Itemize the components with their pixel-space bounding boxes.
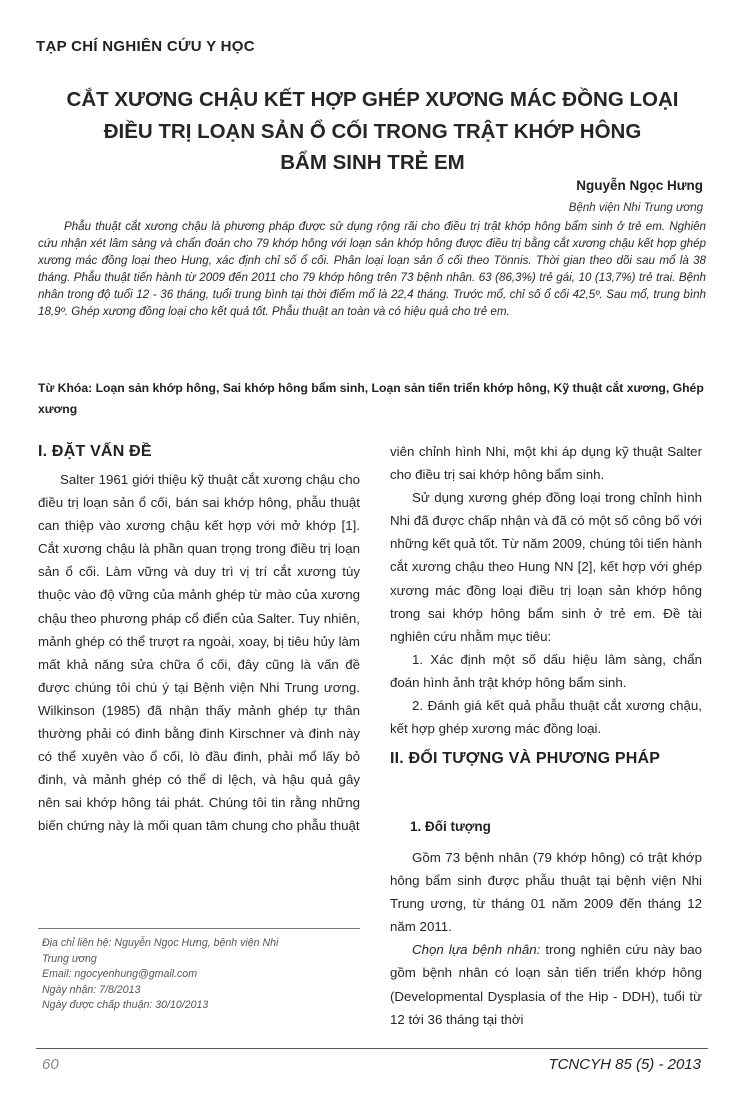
- footnote-divider: [38, 928, 360, 929]
- title-line: ĐIỀU TRỊ LOẠN SẢN Ổ CỐI TRONG TRẬT KHỚP HÔNG: [103, 119, 642, 143]
- footer-divider: [36, 1048, 708, 1049]
- body-paragraph: 2. Đánh giá kết quả phẫu thuật cắt xương chậu, kết hợp ghép xương mác đồng loại.: [390, 698, 702, 737]
- footnote-accepted: Ngày được chấp thuận: 30/10/2013: [42, 999, 209, 1012]
- right-column-continued: [390, 846, 702, 1031]
- paragraph-text: trong nghiên cứu này bao gồm bệnh nhân có loạn sản tiến triển khớp hông (Developmental Dysplasia of the Hip - DDH), tuổi từ 12 tới 36 tháng tại thời: [390, 942, 702, 1027]
- page-number: 60: [42, 1056, 59, 1073]
- title-line: CẮT XƯƠNG CHẬU KẾT HỢP GHÉP XƯƠNG MÁC ĐỒNG LOẠI: [66, 88, 679, 111]
- body-paragraph: Gồm 73 bệnh nhân (79 khớp hông) có trật khớp hông bẩm sinh được phẫu thuật tại bệnh viện Nhi Trung ương, từ tháng 01 năm 2009 đến tháng 12 năm 2011.: [390, 850, 702, 935]
- footnote-line: Trung ương: [42, 952, 97, 965]
- correspondence-footnote: [42, 936, 360, 1014]
- body-paragraph: Sử dụng xương ghép đồng loại trong chỉnh hình Nhi đã được chấp nhận và đã có một số công bố với những kết quả tốt. Từ năm 2009, chúng tôi tiến hành cắt xương chậu theo Hung NN [2], kết hợp với ghép xương mác đồng loại điều trị loạn sản khớp hông trong sai khớp hông bẩm sinh ở trẻ em. Đề tài nghiên cứu nhằm mục tiêu:: [390, 490, 702, 644]
- author-name: Nguyễn Ngọc Hưng: [576, 178, 703, 193]
- journal-name: TẠP CHÍ NGHIÊN CỨU Y HỌC: [36, 38, 255, 55]
- section-heading: I. ĐẶT VẤN ĐỀ: [38, 443, 152, 460]
- paragraph-label: Chọn lựa bệnh nhân:: [412, 942, 541, 958]
- section-heading: II. ĐỐI TƯỢNG VÀ PHƯƠNG PHÁP: [390, 750, 661, 767]
- keywords: Từ Khóa: Loạn sản khớp hông, Sai khớp hông bẩm sinh, Loạn sản tiến triển khớp hông, Kỹ thuật cắt xương, Ghép xương: [38, 381, 704, 416]
- footnote-received: Ngày nhận: 7/8/2013: [42, 983, 141, 996]
- article-title: [40, 84, 705, 179]
- author-affiliation: Bệnh viện Nhi Trung ương: [568, 202, 703, 214]
- body-paragraph: 1. Xác định một số dấu hiệu lâm sàng, chẩn đoán hình ảnh trật khớp hông bẩm sinh.: [390, 651, 702, 690]
- abstract: Phẫu thuật cắt xương chậu là phương pháp được sử dụng rộng rãi cho điều trị trật khớp hông bẩm sinh ở trẻ em. Nghiên cứu nhận xét lâm sàng và chẩn đoán cho 79 khớp hông với loạn sản khớp hông được điều trị bằng cắt xương chậu kết hợp ghép xương mác đồng loại theo Hung, xác định chỉ số ổ cối. Phân loại loạn sản ổ cối theo Tönnis. Thời gian theo dõi sau mổ là 38 tháng. Phẫu thuật tiến hành từ 2009 đến 2011 cho 79 khớp hông trên 73 bệnh nhân. 63 (86,3%) trẻ gái, 10 (13,7%) trẻ trai. Bệnh nhân trong độ tuổi 12 - 36 tháng, tuổi trung bình tại thời điểm mổ là 22,4 tháng. Trước mổ, chỉ số ổ cối 42,5º. Sau mổ, trung bình 18,9º. Ghép xương đồng loại cho kết quả tốt. Phẫu thuật an toàn và có hiệu quả cho trẻ em.: [38, 220, 706, 318]
- title-line: BẨM SINH TRẺ EM: [280, 151, 465, 174]
- footnote-line: Địa chỉ liên hệ: Nguyễn Ngọc Hưng, bệnh viện Nhi: [42, 937, 279, 949]
- footnote-email: Email: ngocyenhung@gmail.com: [42, 968, 198, 981]
- subsection-heading: 1. Đối tượng: [410, 819, 491, 834]
- body-paragraph: viên chỉnh hình Nhi, một khi áp dụng kỹ thuật Salter cho điều trị sai khớp hông bẩm sinh.: [390, 444, 702, 483]
- left-column: [38, 468, 360, 838]
- body-paragraph: Salter 1961 giới thiệu kỹ thuật cắt xương chậu cho điều trị loạn sản ổ cối, bán sai khớp hông, phẫu thuật can thiệp vào xương chậu kết hợp với mở khớp [1]. Cắt xương chậu là phần quan trọng trong điều trị loạn sản ổ cối. Làm vững và duy trì vị trí cắt xương tùy thuộc vào độ vững của mảnh ghép từ mào của xương chậu theo phương pháp cổ điển của Salter. Tuy nhiên, mảnh ghép có thể trượt ra ngoài, xoay, bị tiêu hủy làm mất khả năng sửa chữa ổ cối, đây cũng là vấn đề được chúng tôi chú ý tại Bệnh viện Nhi Trung ương. Wilkinson (1985) đã nhận thấy mảnh ghép tự thân thường phải có đinh bằng đinh Kirschner và đinh này có thể xuyên vào ổ cối, lò đầu đinh, phải mổ lấy bỏ đinh, và mảnh ghép có thể di lệch, và hậu quả gây nên sai khớp hông tái phát. Chúng tôi tin rằng những biến chứng này là mối quan tâm chung cho phẫu thuật: [38, 472, 360, 834]
- body-paragraph: [390, 938, 702, 1030]
- right-column: [390, 440, 702, 740]
- journal-issue: TCNCYH 85 (5) - 2013: [548, 1056, 701, 1073]
